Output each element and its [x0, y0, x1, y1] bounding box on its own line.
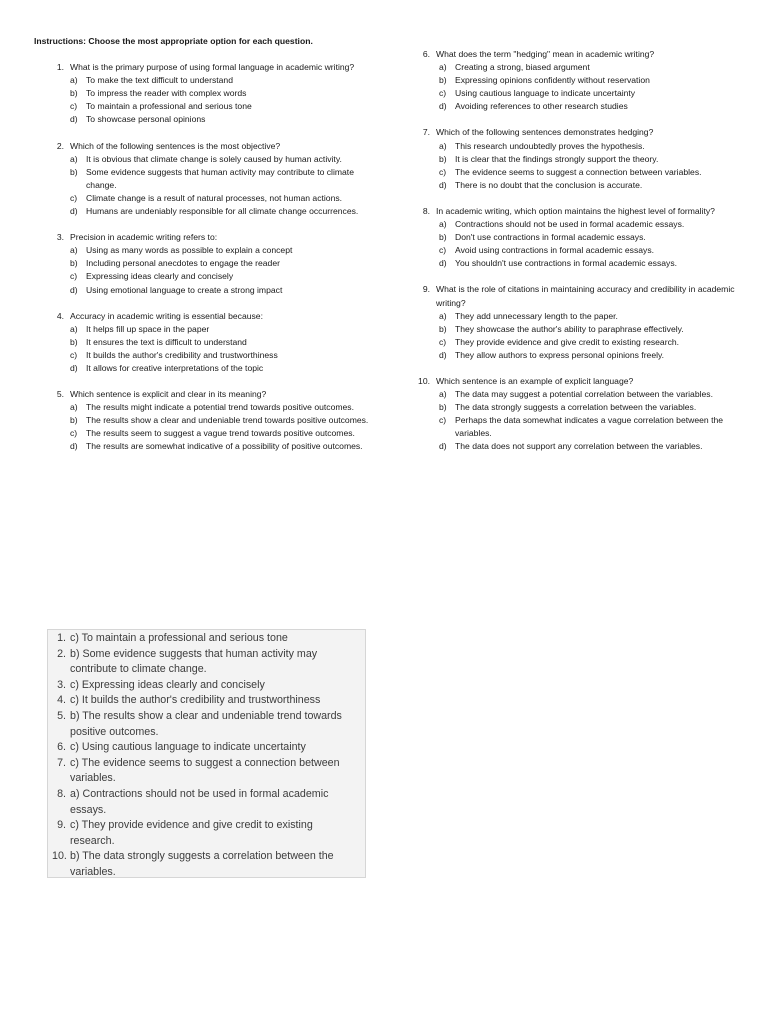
option-letter: c)	[70, 271, 78, 282]
answer-option	[34, 440, 369, 453]
answer-option	[418, 100, 738, 113]
option-text: They add unnecessary length to the paper.	[455, 310, 618, 321]
question	[418, 48, 738, 113]
answer-text: c) They provide evidence and give credit to existing research.	[70, 819, 313, 847]
question-number: 9.	[422, 284, 430, 295]
question-stem	[418, 375, 738, 388]
answer-key-item	[52, 849, 359, 880]
answer-option	[418, 61, 738, 74]
answer-number: 8.	[57, 787, 66, 800]
option-letter: b)	[439, 75, 447, 86]
option-letter: d)	[439, 179, 447, 190]
option-letter: a)	[439, 389, 447, 400]
question-number: 5.	[56, 389, 64, 400]
answer-option	[34, 244, 369, 257]
answer-text: c) The evidence seems to suggest a connection between variables.	[70, 756, 340, 785]
option-text: Contractions should not be used in formal academic essays.	[455, 219, 685, 230]
option-letter: a)	[439, 219, 447, 230]
question-stem	[34, 388, 369, 401]
question	[34, 231, 369, 296]
answer-key-item	[52, 678, 359, 694]
option-letter: a)	[70, 402, 78, 413]
answer-number: 9.	[57, 819, 66, 832]
answer-number: 4.	[57, 694, 66, 707]
answer-option	[418, 231, 738, 244]
question	[418, 375, 738, 454]
option-letter: a)	[70, 245, 78, 256]
option-text: Expressing ideas clearly and concisely	[86, 271, 234, 282]
option-text: Climate change is a result of natural processes, not human actions.	[86, 192, 343, 203]
question-stem	[34, 61, 369, 74]
option-text: The results are somewhat indicative of a possibility of positive outcomes.	[86, 441, 363, 452]
question-stem	[418, 283, 738, 309]
option-letter: a)	[439, 310, 447, 321]
question-number: 7.	[422, 127, 430, 138]
answer-key-item	[52, 693, 359, 709]
option-letter: b)	[70, 258, 78, 269]
option-letter: b)	[439, 153, 447, 164]
question	[34, 310, 369, 375]
option-text: Using emotional language to create a strong impact	[86, 284, 283, 295]
answer-number: 5.	[57, 709, 66, 722]
answer-number: 7.	[57, 756, 66, 769]
answer-number: 1.	[57, 632, 66, 644]
answer-option	[34, 153, 369, 166]
answer-number: 10.	[52, 850, 67, 863]
question	[34, 61, 369, 126]
answer-option	[34, 113, 369, 126]
option-text: The results show a clear and undeniable trend towards positive outcomes.	[86, 415, 369, 426]
question-text: What does the term "hedging" mean in academic writing?	[436, 49, 655, 59]
option-letter: d)	[70, 114, 78, 125]
question-stem	[418, 48, 738, 61]
answer-number: 3.	[57, 678, 66, 691]
option-letter: c)	[70, 428, 78, 439]
question-text: Which of the following sentences demonstrates hedging?	[436, 127, 654, 138]
question	[34, 140, 369, 219]
answer-option	[34, 192, 369, 205]
answer-option	[34, 323, 369, 336]
option-text: This research undoubtedly proves the hypothesis.	[455, 140, 645, 151]
answer-option	[34, 166, 369, 192]
answer-text: c) Expressing ideas clearly and concisely	[70, 678, 265, 691]
answer-option	[34, 284, 369, 297]
question-number: 1.	[56, 62, 64, 73]
option-text: The results might indicate a potential trend towards positive outcomes.	[86, 402, 354, 413]
option-letter: b)	[70, 415, 78, 426]
answer-key	[47, 629, 366, 878]
question	[34, 388, 369, 453]
question-number: 2.	[56, 140, 64, 151]
option-text: Including personal anecdotes to engage the reader	[86, 258, 280, 269]
answer-key-item	[52, 709, 359, 740]
answer-key-item	[52, 787, 359, 818]
answer-text: c) It builds the author's credibility and trustworthiness	[70, 694, 321, 707]
option-text: It helps fill up space in the paper	[86, 323, 210, 334]
option-text: Avoid using contractions in formal academic essays.	[455, 245, 655, 256]
question	[418, 283, 738, 362]
option-text: Creating a strong, biased argument	[455, 62, 590, 73]
option-letter: b)	[70, 336, 78, 347]
question-list-right	[418, 48, 738, 454]
option-letter: d)	[439, 258, 447, 269]
option-letter: c)	[70, 349, 78, 360]
option-text: The results seem to suggest a vague trend towards positive outcomes.	[86, 428, 355, 439]
answer-key-item	[52, 647, 359, 678]
answer-key-item	[52, 818, 359, 849]
answer-key-item	[52, 631, 359, 647]
option-text: It is clear that the findings strongly support the theory.	[455, 153, 659, 164]
question-stem	[34, 231, 369, 244]
answer-option	[418, 388, 738, 401]
option-letter: b)	[70, 88, 78, 99]
question-text: What is the role of citations in maintaining accuracy and credibility in academic writing?	[436, 284, 735, 308]
left-column	[34, 35, 369, 467]
option-letter: d)	[70, 284, 78, 295]
option-text: Expressing opinions confidently without reservation	[455, 75, 650, 86]
answer-text: b) Some evidence suggests that human activity may contribute to climate change.	[70, 647, 318, 676]
answer-option	[418, 74, 738, 87]
answer-option	[34, 74, 369, 87]
answer-number: 2.	[57, 647, 66, 660]
option-text: It allows for creative interpretations of the topic	[86, 362, 264, 373]
option-text: The data may suggest a potential correlation between the variables.	[455, 389, 713, 400]
instructions: Instructions: Choose the most appropriate option for each question.	[34, 36, 313, 46]
option-text: To make the text difficult to understand	[86, 75, 233, 86]
option-text: Using cautious language to indicate uncertainty	[455, 88, 636, 99]
option-text: The data strongly suggests a correlation between the variables.	[455, 402, 697, 413]
question-number: 3.	[56, 232, 64, 243]
right-column	[418, 48, 738, 467]
option-text: The data does not support any correlation between the variables.	[455, 441, 703, 452]
answer-option	[418, 166, 738, 179]
question-number: 10.	[418, 375, 430, 386]
option-text: You shouldn't use contractions in formal academic essays.	[455, 258, 678, 269]
question-stem	[34, 310, 369, 323]
question-number: 8.	[422, 205, 430, 216]
answer-option	[34, 205, 369, 218]
option-letter: c)	[70, 192, 78, 203]
option-text: Using as many words as possible to explain a concept	[86, 245, 293, 256]
option-text: Some evidence suggests that human activity may contribute to climate change.	[86, 166, 354, 190]
answer-option	[34, 362, 369, 375]
option-letter: a)	[70, 153, 78, 164]
answer-option	[34, 349, 369, 362]
option-text: They allow authors to express personal opinions freely.	[455, 349, 665, 360]
answer-option	[418, 153, 738, 166]
answer-option	[418, 440, 738, 453]
option-text: It ensures the text is difficult to understand	[86, 336, 247, 347]
question-stem	[418, 126, 738, 139]
option-text: Humans are undeniably responsible for all climate change occurrences.	[86, 206, 359, 217]
option-letter: a)	[70, 323, 78, 334]
answer-option	[34, 401, 369, 414]
answer-option	[34, 414, 369, 427]
answer-number: 6.	[57, 741, 66, 754]
question	[418, 205, 738, 270]
option-text: To impress the reader with complex words	[86, 88, 247, 99]
answer-option	[34, 100, 369, 113]
option-text: To showcase personal opinions	[86, 114, 206, 125]
answer-option	[418, 87, 738, 100]
option-text: It is obvious that climate change is solely caused by human activity.	[86, 153, 342, 164]
question-number: 6.	[422, 49, 430, 59]
question-text: Which of the following sentences is the most objective?	[70, 140, 281, 151]
answer-option	[34, 427, 369, 440]
option-letter: c)	[439, 88, 447, 99]
question-text: Accuracy in academic writing is essential because:	[70, 310, 263, 321]
option-text: Perhaps the data somewhat indicates a vague correlation between the variables.	[455, 415, 724, 439]
answer-text: b) The results show a clear and undeniable trend towards positive outcomes.	[70, 709, 342, 738]
answer-option	[418, 336, 738, 349]
question-list-left	[34, 61, 369, 453]
option-letter: d)	[439, 441, 447, 452]
answer-option	[34, 336, 369, 349]
option-letter: a)	[439, 140, 447, 151]
question-number: 4.	[56, 310, 64, 321]
answer-option	[34, 87, 369, 100]
answer-option	[418, 349, 738, 362]
option-text: To maintain a professional and serious tone	[86, 101, 252, 112]
option-letter: d)	[70, 441, 78, 452]
question-stem	[418, 205, 738, 218]
answer-text: c) Using cautious language to indicate uncertainty	[70, 741, 306, 754]
option-text: They provide evidence and give credit to existing research.	[455, 336, 680, 347]
question-text: Which sentence is explicit and clear in its meaning?	[70, 389, 267, 400]
option-text: There is no doubt that the conclusion is accurate.	[455, 179, 643, 190]
option-letter: c)	[439, 166, 447, 177]
option-letter: d)	[70, 362, 78, 373]
question-text: In academic writing, which option maintains the highest level of formality?	[436, 205, 715, 216]
option-letter: d)	[439, 349, 447, 360]
answer-option	[418, 310, 738, 323]
option-letter: b)	[439, 323, 447, 334]
answer-text: a) Contractions should not be used in formal academic essays.	[70, 787, 329, 816]
option-text: It builds the author's credibility and trustworthiness	[86, 349, 278, 360]
answer-key-item	[52, 756, 359, 787]
answer-option	[418, 140, 738, 153]
option-text: They showcase the author's ability to paraphrase effectively.	[455, 323, 684, 334]
answer-option	[418, 414, 738, 440]
answer-key-item	[52, 740, 359, 756]
question	[418, 126, 738, 191]
option-letter: c)	[70, 101, 78, 112]
option-letter: a)	[439, 62, 447, 73]
option-letter: c)	[439, 336, 447, 347]
option-text: Avoiding references to other research studies	[455, 101, 628, 112]
answer-text: b) The data strongly suggests a correlation between the variables.	[70, 850, 334, 878]
answer-option	[34, 257, 369, 270]
answer-text: c) To maintain a professional and serious tone	[70, 632, 288, 644]
option-letter: a)	[70, 75, 78, 86]
question-text: What is the primary purpose of using formal language in academic writing?	[70, 62, 355, 73]
option-text: Don't use contractions in formal academic essays.	[455, 232, 646, 243]
option-letter: d)	[439, 101, 447, 112]
option-letter: b)	[439, 232, 447, 243]
question-stem	[34, 140, 369, 153]
answer-option	[34, 270, 369, 283]
option-letter: b)	[70, 166, 78, 177]
answer-option	[418, 244, 738, 257]
answer-option	[418, 323, 738, 336]
answer-option	[418, 257, 738, 270]
option-letter: c)	[439, 415, 447, 426]
answer-option	[418, 401, 738, 414]
answer-option	[418, 218, 738, 231]
option-letter: c)	[439, 245, 447, 256]
option-letter: d)	[70, 206, 78, 217]
option-text: The evidence seems to suggest a connection between variables.	[455, 166, 702, 177]
answer-option	[418, 179, 738, 192]
question-text: Precision in academic writing refers to:	[70, 232, 218, 243]
option-letter: b)	[439, 402, 447, 413]
question-text: Which sentence is an example of explicit language?	[436, 375, 634, 386]
